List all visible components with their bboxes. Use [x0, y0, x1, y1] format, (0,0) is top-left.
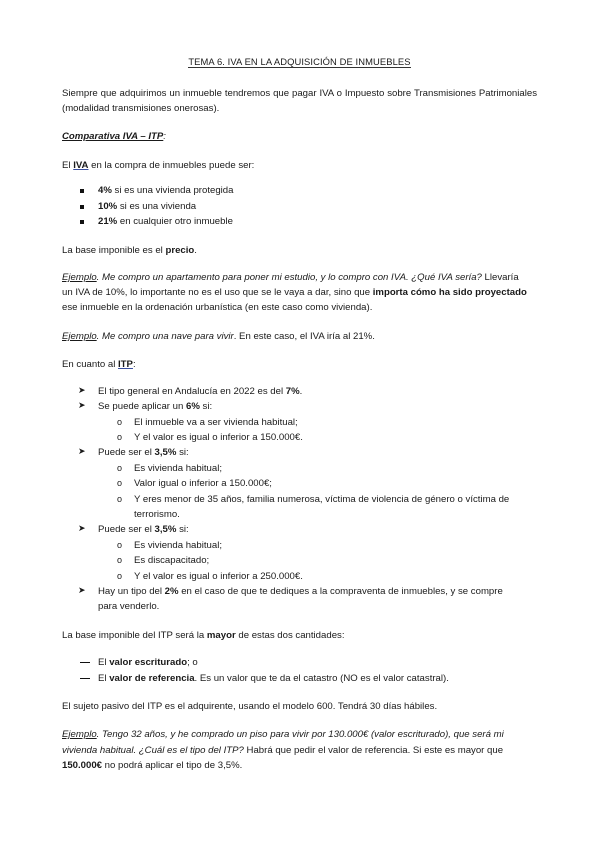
base-itp-bold: mayor: [206, 630, 236, 641]
base-itp-item: [98, 655, 198, 670]
iva-rate-desc: si es una vivienda: [117, 201, 197, 212]
itp-35b-post: si:: [176, 524, 189, 535]
itp-6: [98, 399, 212, 414]
itp-2-post: en el caso de que te dediques a la compraventa de inmuebles, y se compre: [178, 586, 503, 597]
itp-general-pre: El tipo general en Andalucía en 2022 es del: [98, 386, 286, 397]
circle-bullet-icon: o: [117, 540, 123, 550]
itp-intro-post: :: [132, 359, 136, 370]
comparativa-colon: :: [163, 131, 166, 142]
page-title: [0, 56, 599, 67]
base-itp-item: [98, 671, 449, 686]
itp-2-line2: para venderlo.: [98, 601, 160, 612]
ejemplo2-rest: . En este caso, el IVA iría al 21%.: [233, 331, 375, 342]
itp-general-bold: 7%: [285, 386, 300, 397]
base-itp-item-bold: valor de referencia: [109, 673, 195, 684]
ejemplo3-line3: [62, 758, 537, 773]
ejemplo1-italic: . Me compro un apartamento para poner mi estudio, y lo compro con IVA. ¿Qué IVA sería?: [96, 272, 482, 283]
itp-6-pre: Se puede aplicar un: [98, 401, 187, 412]
itp-general-post: .: [299, 386, 303, 397]
base-itp-post: de estas dos cantidades:: [235, 630, 345, 641]
circle-bullet-icon: o: [117, 555, 123, 565]
itp-35b-item: Y el valor es igual o inferior a 250.000€.: [134, 571, 303, 582]
iva-rate-desc: si es una vivienda protegida: [111, 185, 234, 196]
iva-rate: 10%: [98, 201, 118, 212]
itp-35a: [98, 445, 189, 460]
base-itp-item-pre: El: [98, 673, 110, 684]
dash-bullet-icon: [80, 662, 90, 663]
base-itp-item-post: ; o: [187, 657, 198, 668]
bullet-square-icon: [80, 205, 84, 209]
ejemplo1-line2: [62, 285, 537, 300]
itp-35b-pre: Puede ser el: [98, 524, 155, 535]
comparativa-heading: [62, 129, 537, 144]
comparativa-heading-text: Comparativa IVA – ITP: [62, 131, 164, 142]
iva-list-item: [98, 183, 233, 198]
ejemplo1-line2-bold: importa cómo ha sido proyectado: [372, 287, 527, 298]
arrow-bullet-icon: ➤: [78, 586, 86, 596]
itp-35b: [98, 522, 189, 537]
itp-2-pre: Hay un tipo del: [98, 586, 165, 597]
ejemplo2-italic: . Me compro una nave para vivir: [96, 331, 234, 342]
circle-bullet-icon: o: [117, 417, 123, 427]
itp-35a-bold: 3,5%: [154, 447, 177, 458]
base-iva-pre: La base imponible es el: [62, 245, 166, 256]
ejemplo-label: Ejemplo: [62, 729, 97, 740]
circle-bullet-icon: o: [117, 478, 123, 488]
ejemplo1-line2-pre: un IVA de 10%, lo importante no es el uso que se le vaya a dar, sino que: [62, 287, 373, 298]
itp-35a-pre: Puede ser el: [98, 447, 155, 458]
arrow-bullet-icon: ➤: [78, 447, 86, 457]
bullet-square-icon: [80, 189, 84, 193]
base-itp-pre: La base imponible del ITP será la: [62, 630, 207, 641]
itp-35b-item: Es vivienda habitual;: [134, 540, 222, 551]
iva-rate: 21%: [98, 216, 118, 227]
itp-35b-item: Es discapacitado;: [134, 555, 210, 566]
iva-rate-desc: en cualquier otro inmueble: [117, 216, 233, 227]
ejemplo3-line2: [62, 743, 537, 758]
base-itp-item-post: . Es un valor que te da el catastro (NO es el valor catastral).: [194, 673, 449, 684]
itp-35a-item: Y eres menor de 35 años, familia numerosa, víctima de violencia de género o víctima de: [134, 494, 510, 505]
iva-intro-post: en la compra de inmuebles puede ser:: [88, 160, 255, 171]
itp-general: [98, 384, 302, 399]
iva-rate: 4%: [98, 185, 112, 196]
ejemplo1-line3: ese inmueble en la ordenación urbanística (en este caso como vivienda).: [62, 302, 373, 313]
itp-35a-item: Valor igual o inferior a 150.000€;: [134, 478, 272, 489]
ejemplo3-line1-italic: . Tengo 32 años, y he comprado un piso para vivir por 130.000€ (valor escriturado), que será mi: [96, 729, 504, 740]
iva-intro: [62, 158, 537, 173]
circle-bullet-icon: o: [117, 494, 123, 504]
ejemplo1-rest: Llevaría: [481, 272, 519, 283]
arrow-bullet-icon: ➤: [78, 524, 86, 534]
iva-list-item: [98, 199, 196, 214]
ejemplo-label: Ejemplo: [62, 331, 97, 342]
base-iva-bold: precio: [165, 245, 195, 256]
dash-bullet-icon: [80, 678, 90, 679]
itp-35b-bold: 3,5%: [154, 524, 177, 535]
page-title-text: TEMA 6. IVA EN LA ADQUISICIÓN DE INMUEBLES: [188, 56, 411, 67]
base-iva-post: .: [194, 245, 197, 256]
ejemplo3-line2-italic: vivienda habitual. ¿Cuál es el tipo del ITP?: [62, 745, 244, 756]
circle-bullet-icon: o: [117, 463, 123, 473]
circle-bullet-icon: o: [117, 571, 123, 581]
iva-keyword: IVA: [73, 160, 89, 171]
ejemplo3-line2-rest: Habrá que pedir el valor de referencia. Si este es mayor que: [243, 745, 504, 756]
itp-6-bold: 6%: [186, 401, 200, 412]
iva-list-item: [98, 214, 233, 229]
base-itp-item-pre: El: [98, 657, 110, 668]
circle-bullet-icon: o: [117, 432, 123, 442]
itp-6-item: El inmueble va a ser vivienda habitual;: [134, 417, 298, 428]
itp-2: [98, 584, 503, 599]
itp-35a-post: si:: [176, 447, 189, 458]
ejemplo3-line3-rest: no podrá aplicar el tipo de 3,5%.: [102, 760, 243, 771]
arrow-bullet-icon: ➤: [78, 401, 86, 411]
itp-6-post: si:: [199, 401, 213, 412]
iva-intro-pre: El: [62, 160, 74, 171]
itp-keyword: ITP: [118, 359, 133, 370]
intro-paragraph: Siempre que adquirimos un inmueble tendremos que pagar IVA o Impuesto sobre Transmisiones Patrimoniales (modalidad transmisiones onerosas).: [62, 88, 537, 114]
itp-2-bold: 2%: [164, 586, 179, 597]
ejemplo2: [62, 329, 537, 344]
base-iva: [62, 243, 537, 258]
itp-35a-item: Es vivienda habitual;: [134, 463, 222, 474]
itp-intro: [62, 357, 537, 372]
base-itp: [62, 628, 537, 643]
ejemplo1-line1: [62, 270, 537, 285]
bullet-square-icon: [80, 220, 84, 224]
base-itp-item-bold: valor escriturado: [109, 657, 188, 668]
arrow-bullet-icon: ➤: [78, 386, 86, 396]
itp-6-item: Y el valor es igual o inferior a 150.000€.: [134, 432, 303, 443]
sujeto-pasivo: El sujeto pasivo del ITP es el adquirente, usando el modelo 600. Tendrá 30 días hábiles.: [62, 701, 438, 712]
ejemplo-label: Ejemplo: [62, 272, 97, 283]
ejemplo3-line3-bold: 150.000€: [62, 760, 103, 771]
itp-35a-item-cont: terrorismo.: [134, 509, 180, 520]
ejemplo3-line1: [62, 727, 537, 742]
itp-intro-pre: En cuanto al: [62, 359, 119, 370]
